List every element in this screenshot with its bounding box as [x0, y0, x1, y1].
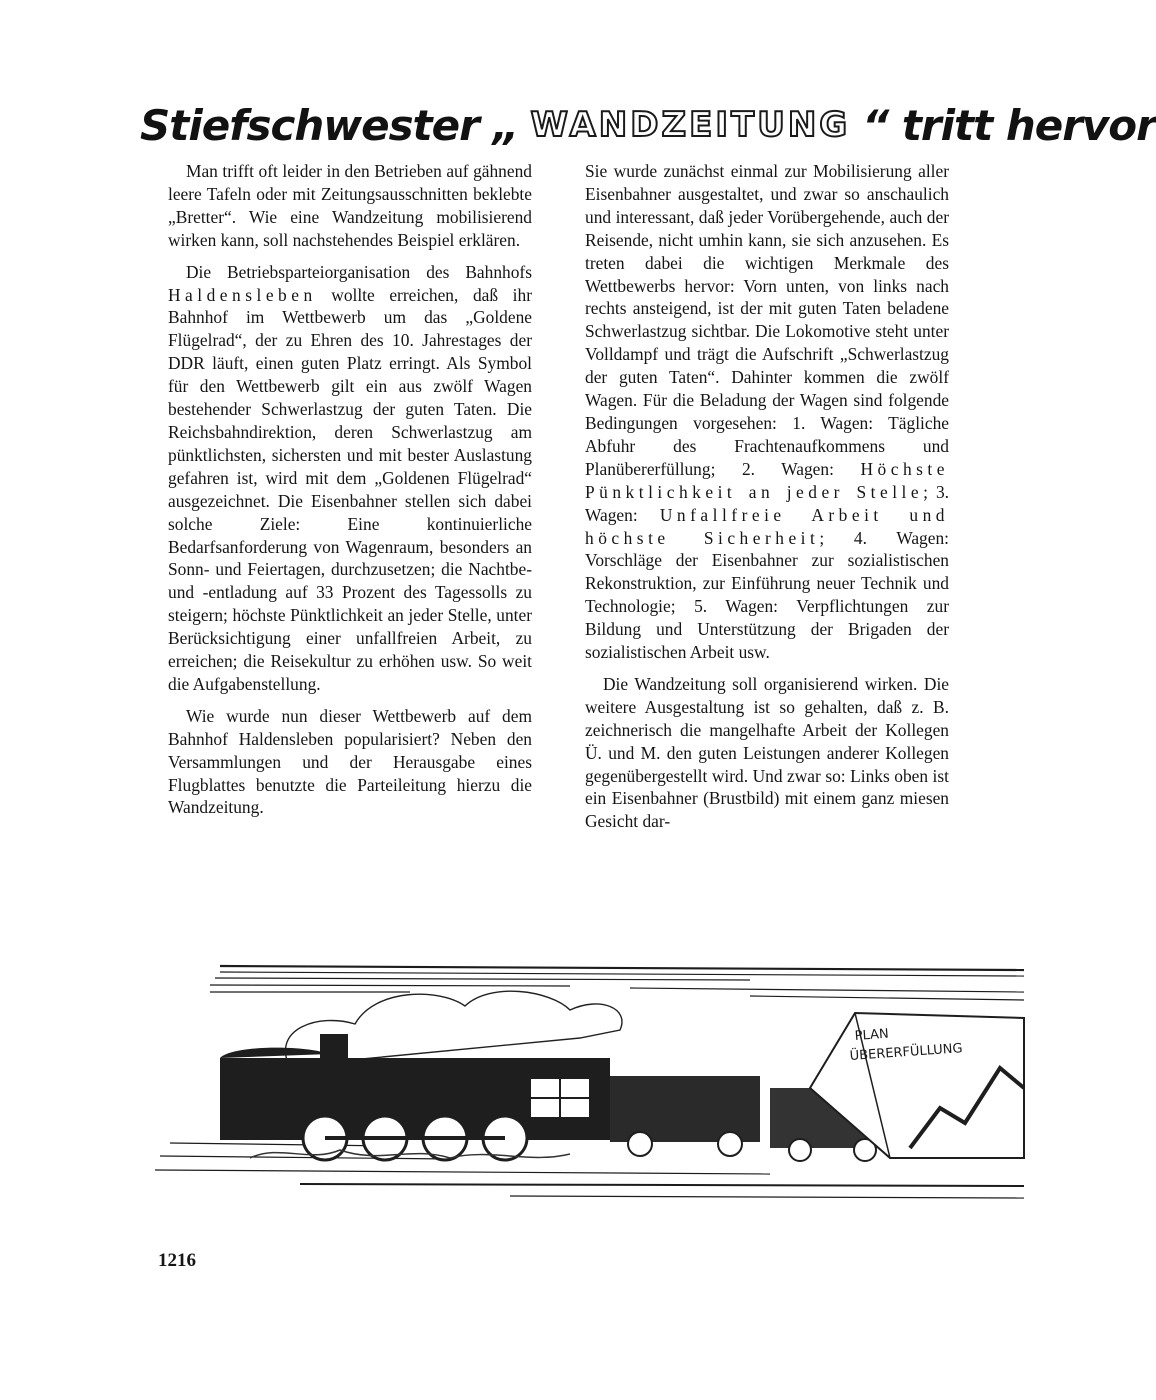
wagen-2-spaced: Höchste Pünktlichkeit an jeder Stelle — [585, 458, 949, 502]
headline-wandzeitung: WANDZEITUNG — [530, 105, 851, 145]
left-paragraph-2 — [168, 261, 532, 696]
right-column — [585, 160, 949, 842]
sign-text-plan: PLAN — [854, 1026, 890, 1044]
right-paragraph-2: Die Wandzeitung soll organisierend wirken. Die weitere Ausgestaltung ist so gehalten, daß z. B. zeichnerisch die mangelhafte Arbeit der Kollegen Ü. und M. den guten Leistungen anderer Kollegen gegenübergestellt wird. Und zwar so: Links oben ist ein Eisenbahner (Brustbild) mit einem ganz miesen Gesicht dar- — [585, 673, 949, 832]
right-paragraph-1 — [585, 160, 949, 664]
left-paragraph-2-start: Die Betriebsparteiorganisation des Bahnhofs — [186, 261, 532, 282]
right-paragraph-1-start: Sie wurde zunächst einmal zur Mobilisierung aller Eisenbahner ausgestaltet, und zwar so anschaulich und interessant, daß jeder Vorübergehende, auch der Reisende, nicht umhin kann, sie sich anzusehen. Es treten dabei die wichtigen Merkmale des Wettbewerbs hervor: Vorn unten, von links nach rechts ansteigend, ist der mit guten Taten beladene Schwerlastzug sichtbar. Die Lokomotive steht unter Volldampf und trägt die Aufschrift „Schwerlastzug der guten Taten“. Dahinter kommen die zwölf Wagen. Für die Beladung der Wagen sind folgende Bedingungen vorgesehen: 1. Wagen: Tägliche Abfuhr des Frachtenaufkommens und Planübererfüllung; 2. Wagen: — [585, 161, 949, 479]
left-paragraph-1: Man trifft oft leider in den Betrieben auf gähnend leere Tafeln oder mit Zeitungsausschnitten beklebte „Bretter“. Wie eine Wandzeitung mobilisierend wirken kann, soll nachstehendes Beispiel erklären. — [168, 161, 532, 250]
locomotive-illustration — [150, 958, 1024, 1208]
left-column — [168, 160, 532, 828]
left-paragraph-2-rest: wollte erreichen, daß ihr Bahnhof im Wettbewerb um das „Goldene Flügelrad“, der zu Ehren des 10. Jahrestages der DDR läuft, einen guten Platz erringt. Als Symbol für den Wettbewerb gilt ein aus zwölf Wagen bestehender Schwerlastzug der guten Taten. Die Reichsbahndirektion, deren Schwerlastzug am pünktlichsten, sichersten und mit bester Auslastung gefahren ist, wird mit dem „Goldenen Flügelrad“ ausgezeichnet. Die Eisenbahner stellen sich dabei solche Ziele: Eine kontinuierliche Bedarfsanforderung von Wagenraum, besonders an Sonn- und Feiertagen, durchzusetzen; die Nachtbe- und -entladung auf 33 Prozent des Tagessolls zu steigern; höchste Pünktlichkeit an jeder Stelle, unter Berücksichtigung einer unfallfreien Arbeit, zu erreichen; die Reisekultur zu erhöhen usw. So weit die Aufgabenstellung. — [168, 284, 532, 694]
right-paragraph-1-rest: ; 4. Wagen: Vorschläge der Eisenbahner zur sozialistischen Rekonstruktion, zur Einführung neuer Technik und Technologie; 5. Wagen: Verpflichtungen zur Bildung und Unterstützung der Brigaden der sozialistischen Arbeit usw. — [585, 527, 949, 663]
headline-part-1: Stiefschwester „ — [140, 100, 519, 150]
right-paragraph-1-mid: ; 3. Wagen: — [585, 481, 949, 525]
wagen-3-spaced: Unfallfreie Arbeit und höchste Sicherheit — [585, 504, 949, 548]
haldensleben-spaced: Haldensleben — [168, 284, 317, 305]
left-paragraph-3: Wie wurde nun dieser Wettbewerb auf dem Bahnhof Haldensleben popularisiert? Neben den Versammlungen und der Herausgabe eines Flugblattes benutzte die Parteileitung hierzu die Wandzeitung. — [168, 705, 532, 818]
headline-part-3: “ tritt hervor — [862, 100, 1156, 150]
headline — [140, 92, 1156, 158]
page-number: 1216 — [158, 1250, 196, 1271]
sign-text-uebererfuellung: ÜBERERFÜLLUNG — [849, 1041, 964, 1064]
